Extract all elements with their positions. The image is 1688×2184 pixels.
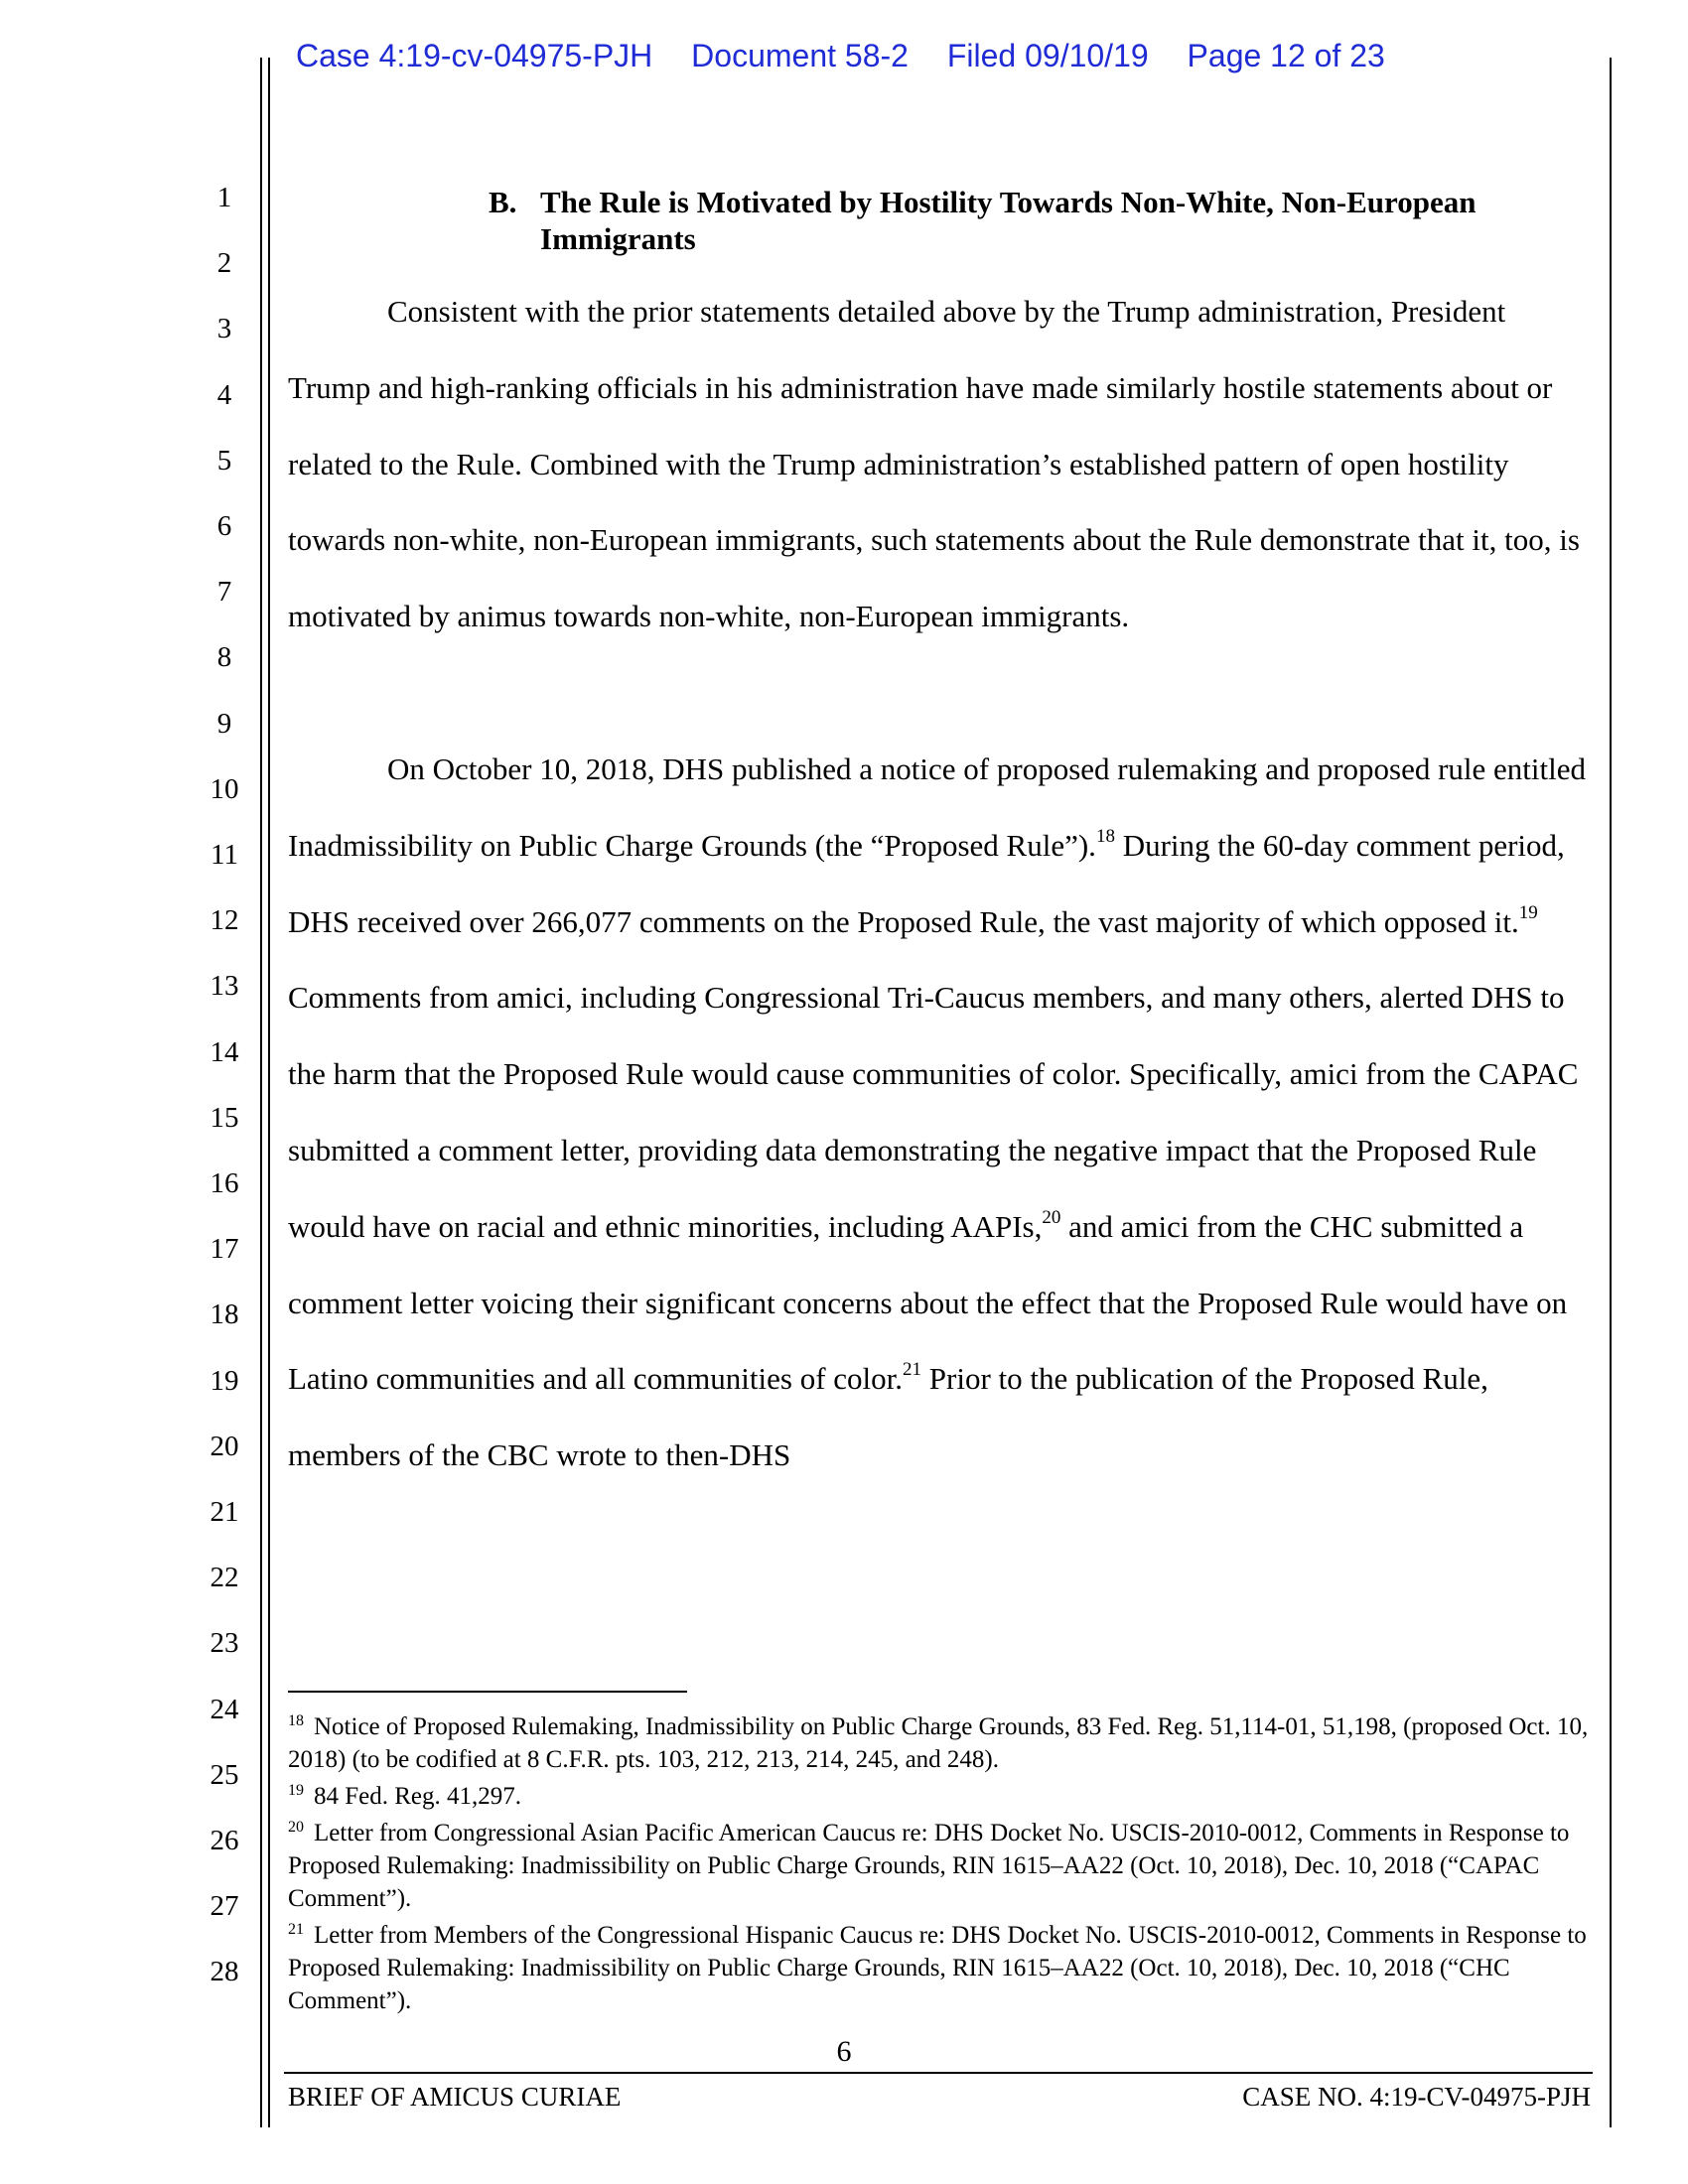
line-number: 20: [210, 1430, 239, 1462]
footnote-ref[interactable]: 21: [903, 1359, 922, 1381]
line-number: 28: [210, 1956, 239, 1988]
line-number: 22: [210, 1562, 239, 1594]
footer-case-number: CASE NO. 4:19-CV-04975-PJH: [1242, 2082, 1591, 2112]
line-number: 23: [210, 1627, 239, 1660]
paragraph-text: During the 60-day comment period, DHS received over 266,077 comments on the Proposed Rule, the vast majority of which opposed it.: [288, 827, 1565, 939]
line-number: 24: [210, 1693, 239, 1725]
ecf-case-number: Case 4:19-cv-04975-PJH: [296, 38, 653, 73]
line-number: 6: [216, 510, 232, 542]
line-number: 18: [210, 1298, 239, 1331]
line-number: 25: [210, 1758, 239, 1791]
line-number: 7: [216, 576, 232, 609]
paragraph: [288, 732, 1591, 1494]
line-number: 16: [210, 1167, 239, 1199]
paragraph-text: Comments from amici, including Congressional Tri-Caucus members, and many others, alerted DHS to the harm that the Proposed Rule would cause communities of color. Specifically, amici from the CAPAC submitted a comment letter, providing data demonstrating the negative impact that the Proposed Rule would have on racial and ethnic minorities, including AAPIs,: [288, 980, 1579, 1244]
page-number: 6: [836, 2035, 852, 2068]
footer-rule: [284, 2072, 1593, 2074]
footnote-text: Letter from Congressional Asian Pacific American Caucus re: DHS Docket No. USCIS-2010-0012, Comments in Response to Proposed Rulemaking: Inadmissibility on Public Charge Grounds, RIN 1615–AA22 (Oct. 10, 2018), Dec. 10, 2018 (“CAPAC Comment”).: [288, 1820, 1570, 1912]
line-number: 17: [210, 1233, 239, 1266]
line-number: 3: [216, 313, 232, 345]
footnote-text: Notice of Proposed Rulemaking, Inadmissibility on Public Charge Grounds, 83 Fed. Reg. 51,114-01, 51,198, (proposed Oct. 10, 2018) (to be codified at 8 C.F.R. pts. 103, 212, 213, 214, 245, and 248).: [288, 1713, 1589, 1773]
section-heading: [489, 184, 1591, 257]
paragraph-text: Prior to the publication of the Proposed Rule, members of the CBC wrote to then-DHS: [288, 1361, 1488, 1473]
footnotes: [288, 1710, 1591, 2021]
footnote-ref[interactable]: 19: [1518, 901, 1538, 923]
section-letter: B.: [489, 185, 517, 219]
footnote: [288, 1919, 1591, 2017]
paragraph-text: and amici from the CHC submitted a comment letter voicing their significant concerns about the effect that the Proposed Rule would have on Latino communities and all communities of color.: [288, 1208, 1568, 1397]
footnote-number: 20: [288, 1819, 304, 1836]
line-number: 26: [210, 1825, 239, 1856]
left-margin-rule: [260, 58, 262, 2127]
footnote-number: 18: [288, 1712, 304, 1729]
footnote-text: Letter from Members of the Congressional Hispanic Caucus re: DHS Docket No. USCIS-2010-0012, Comments in Response to Proposed Rulemaking: Inadmissibility on Public Charge Grounds, RIN 1615–AA22 (Oct. 10, 2018), Dec. 10, 2018 (“CHC Comment”).: [288, 1922, 1587, 2014]
footer-document-title: BRIEF OF AMICUS CURIAE: [288, 2082, 622, 2112]
line-number: 11: [211, 839, 238, 871]
footnote-separator: [288, 1691, 687, 1693]
footnote-text: 84 Fed. Reg. 41,297.: [314, 1783, 522, 1810]
paragraph: [288, 274, 1591, 655]
section-title: The Rule is Motivated by Hostility Towards Non-White, Non-European Immigrants: [540, 185, 1477, 256]
line-number: 4: [216, 378, 232, 411]
line-number: 5: [216, 444, 232, 477]
left-margin-rule-inner: [268, 58, 270, 2127]
line-number: 14: [210, 1035, 239, 1068]
ecf-header: [296, 38, 1415, 74]
line-number: 12: [210, 904, 239, 937]
footnote: [288, 1817, 1591, 1915]
paragraph-text: On October 10, 2018, DHS published a notice of proposed rulemaking and proposed rule entitled Inadmissibility on Public Charge Grounds (the “Proposed Rule”).: [288, 751, 1587, 863]
footnote-ref[interactable]: 20: [1042, 1206, 1061, 1228]
line-number: 8: [216, 641, 232, 674]
footnote-number: 21: [288, 1921, 304, 1938]
line-number: 2: [216, 247, 232, 280]
line-number: 19: [210, 1364, 239, 1397]
paragraph-text: Consistent with the prior statements detailed above by the Trump administration, President Trump and high-ranking officials in his administration have made similarly hostile statements about or related to the Rule. Combined with the Trump administration’s established pattern of open hostility towards non-white, non-European immigrants, such statements about the Rule demonstrate that it, too, is motivated by animus towards non-white, non-European immigrants.: [288, 294, 1580, 634]
line-number: 10: [210, 772, 239, 805]
ecf-page-count: Page 12 of 23: [1187, 38, 1385, 73]
footnote: [288, 1780, 1591, 1813]
line-number: 1: [216, 182, 232, 213]
line-number: 15: [210, 1101, 239, 1134]
ecf-document-number: Document 58-2: [691, 38, 909, 73]
footnote-ref[interactable]: 18: [1095, 825, 1115, 847]
footnote: [288, 1710, 1591, 1776]
ecf-filed-date: Filed 09/10/19: [946, 38, 1149, 73]
line-number: 13: [210, 970, 239, 1003]
footnote-number: 19: [288, 1782, 304, 1799]
line-number: 27: [210, 1890, 239, 1923]
line-number: 21: [210, 1496, 239, 1528]
right-margin-rule: [1610, 58, 1612, 2127]
line-number: 9: [216, 707, 232, 740]
